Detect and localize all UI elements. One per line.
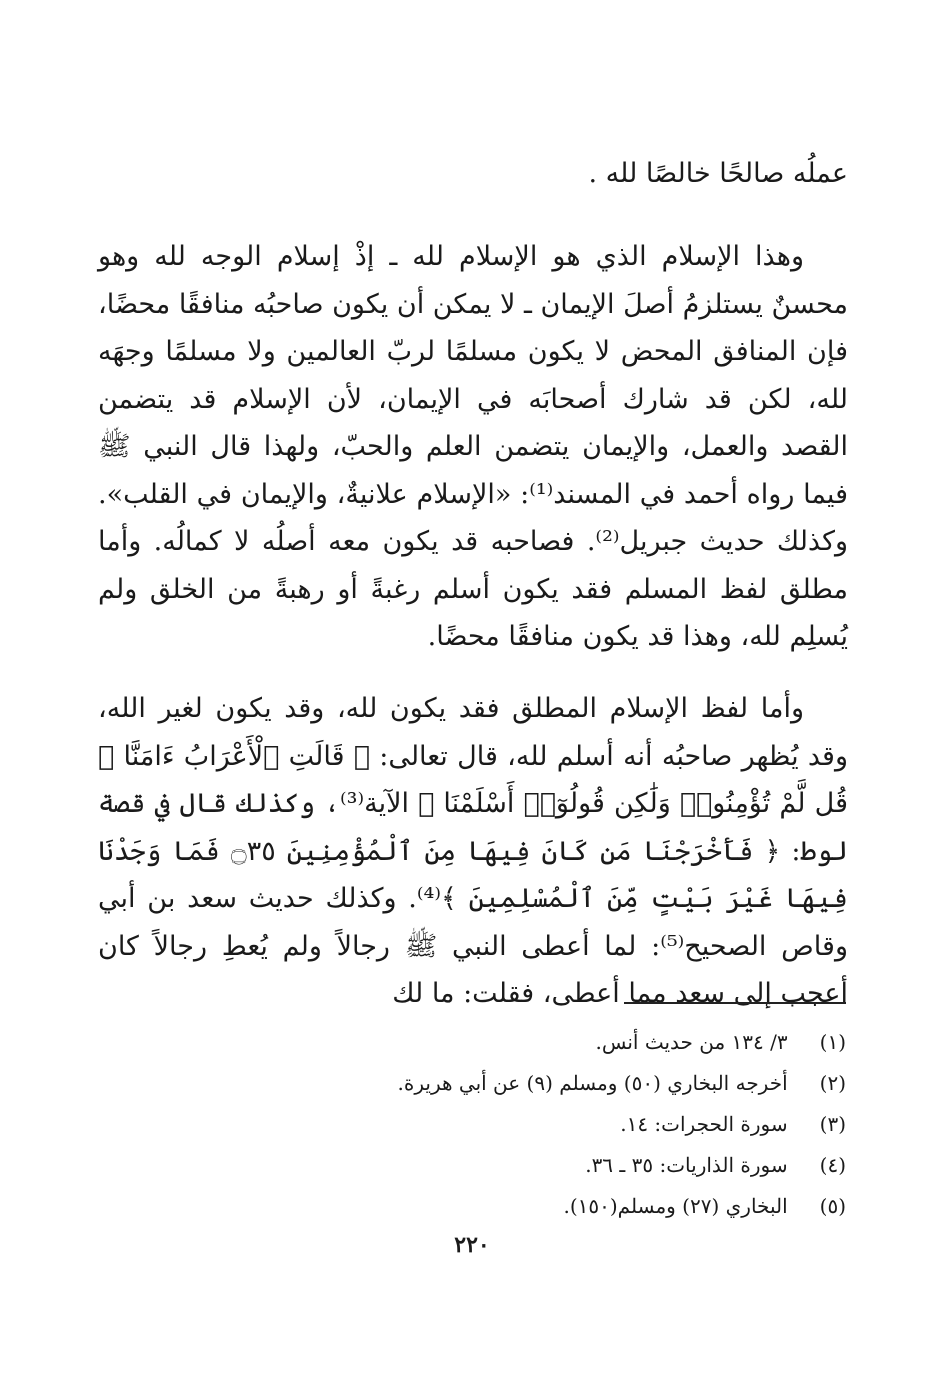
footnote-text: سورة الحجرات: ١٤.: [620, 1112, 788, 1136]
footnote-item: [146, 1145, 846, 1186]
body-paragraph-2-block: [98, 685, 848, 1018]
footnote-number: (٥): [819, 1194, 846, 1218]
footnote-separator: [624, 1002, 846, 1004]
footnote-item: [146, 1063, 846, 1104]
footnote-number: (٤): [819, 1153, 846, 1177]
footnote-text: ٣/ ١٣٤ من حديث أنس.: [595, 1030, 788, 1054]
body-paragraph-1-block: [98, 233, 848, 661]
footnote-item: [146, 1022, 846, 1063]
body-paragraph-2: وأما لفظ الإسلام المطلق فقد يكون لله، وقد يكون لغير الله، وقد يُظهر صاحبُه أنه أسلم لله، قال تعالى: ﴿ قَالَتِ ٱلْأَعْرَابُ ءَامَنَّا ۖ قُل لَّمْ تُؤْمِنُوا۟ وَلَٰكِن قُولُوٓا۟ أَسْلَمْنَا ﴾ الآية⁽³⁾، وكذلك قال في قصة لوط: ﴿ فَأَخْرَجْنَا مَن كَانَ فِيهَا مِنَ ٱلْمُؤْمِنِينَ ۝٣٥ فَمَا وَجَدْنَا فِيهَا غَيْرَ بَيْتٍ مِّنَ ٱلْمُسْلِمِينَ ﴾⁽⁴⁾. وكذلك حديث سعد بن أبي وقاص الصحيح⁽⁵⁾: لما أعطى النبي ﷺ رجالاً ولم يُعطِ رجالاً كان أعجب إلى سعد مما أعطى، فقلت: ما لك: [98, 693, 848, 1009]
opening-line: عملُه صالحًا خالصًا لله .: [588, 158, 848, 189]
footnote-number: (١): [819, 1030, 846, 1054]
footnotes-list: [146, 1022, 846, 1227]
footnote-text: أخرجه البخاري (٥٠) ومسلم (٩) عن أبي هريرة.: [397, 1071, 788, 1095]
page-number: ٢٢٠: [454, 1232, 490, 1258]
footnote-text: سورة الذاريات: ٣٥ ـ ٣٦.: [585, 1153, 788, 1177]
footnote-item: [146, 1186, 846, 1227]
opening-line-block: [98, 150, 848, 198]
body-paragraph-1: وهذا الإسلام الذي هو الإسلام لله ـ إذْ إسلام الوجه لله وهو محسنٌ يستلزمُ أصلَ الإيمان ـ لا يمكن أن يكون صاحبُه منافقًا محضًا، فإن المنافق المحض لا يكون مسلمًا لربّ العالمين ولا مسلمًا وجهَه لله، لكن قد شارك أصحابَه في الإيمان، لأن الإسلام قد يتضمن القصد والعمل، والإيمان يتضمن العلم والحبّ، ولهذا قال النبي ﷺ فيما رواه أحمد في المسند⁽¹⁾: «الإسلام علانيةٌ، والإيمان في القلب». وكذلك حديث جبريل⁽²⁾. فصاحبه قد يكون معه أصلُه لا كمالُه. وأما مطلق لفظ المسلم فقد يكون أسلم رغبةً أو رهبةً من الخلق ولم يُسلِم لله، وهذا قد يكون منافقًا محضًا.: [98, 241, 849, 652]
footnote-number: (٣): [819, 1112, 846, 1136]
footnote-item: [146, 1104, 846, 1145]
footnote-text: البخاري (٢٧) ومسلم(١٥٠).: [563, 1194, 788, 1218]
footnote-number: (٢): [819, 1071, 846, 1095]
